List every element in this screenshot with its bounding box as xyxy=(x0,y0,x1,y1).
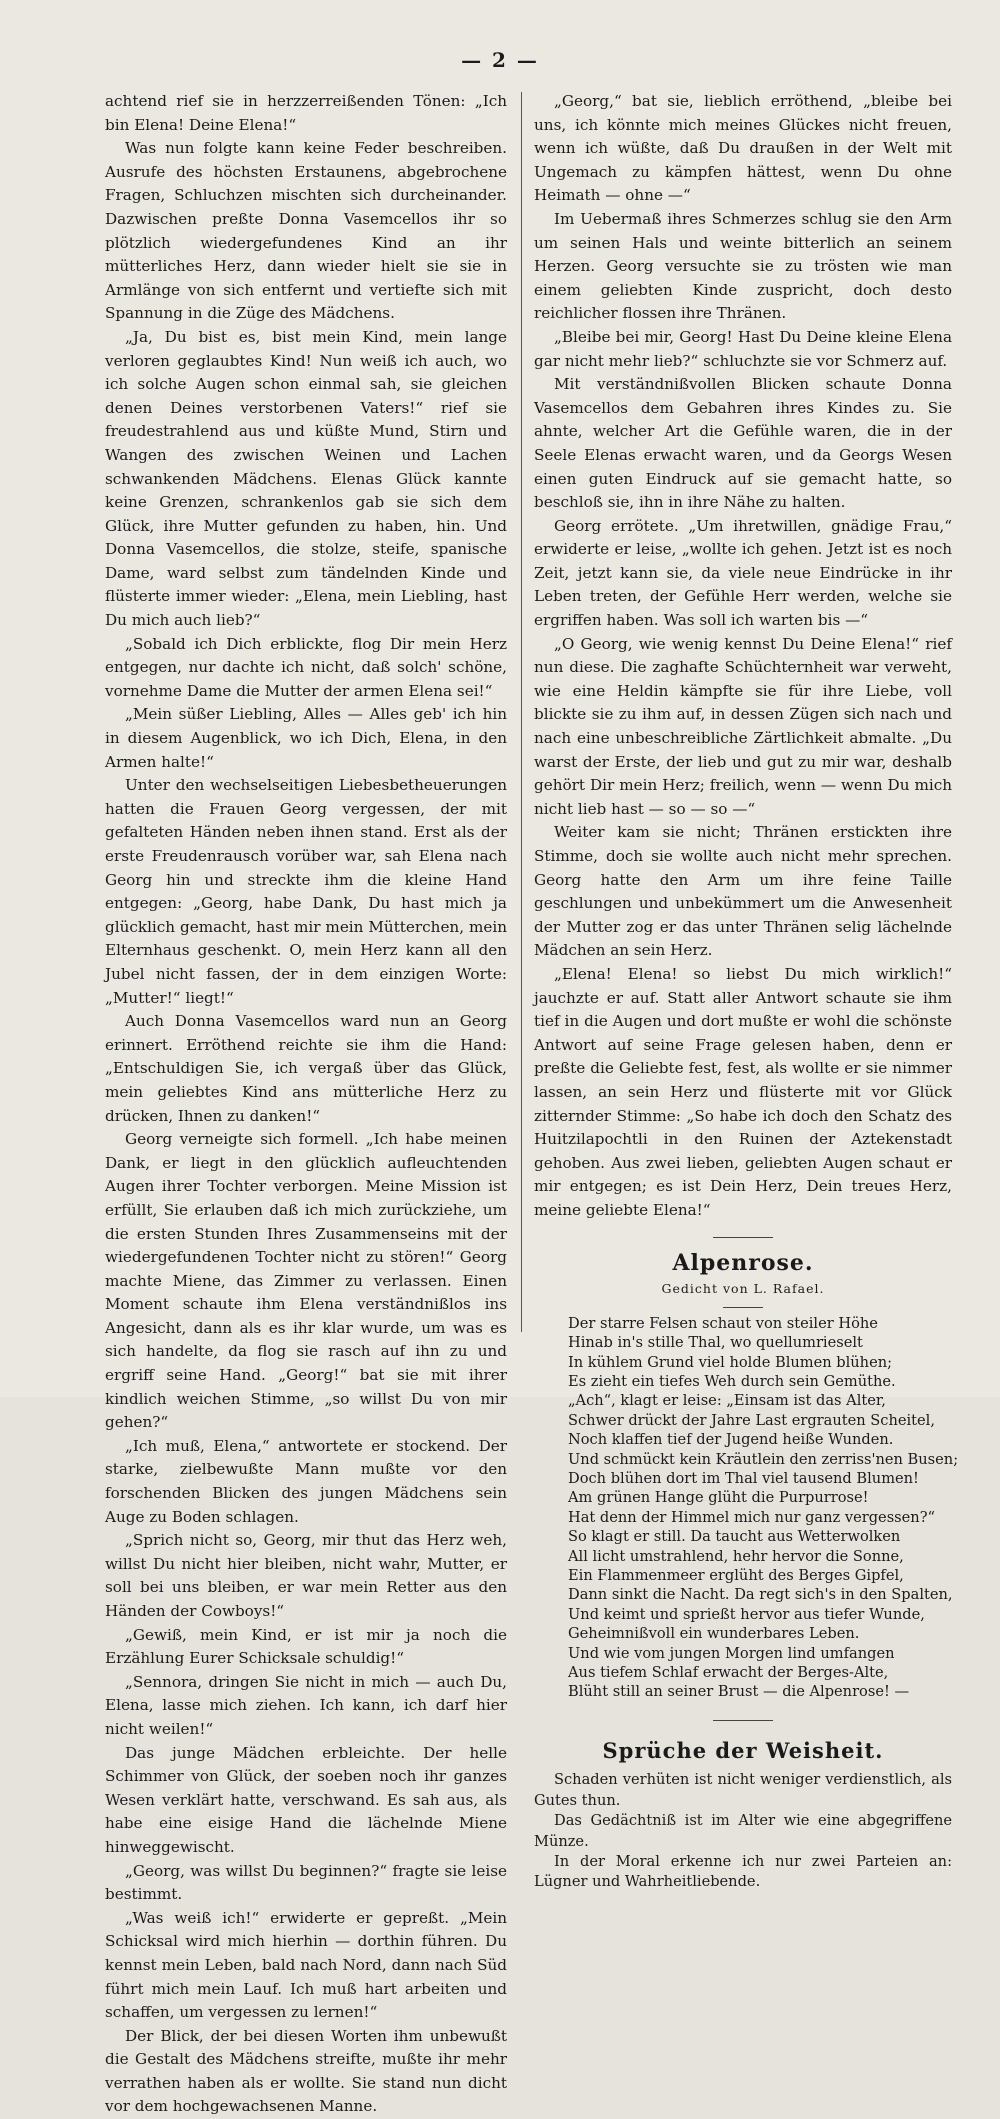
poem-line: Geheimnißvoll ein wunderbares Leben. xyxy=(568,1625,860,1643)
paragraph: „Elena! Elena! so liebst Du mich wirklich!“ jauchzte er auf. Statt aller Antwort schaute sie ihm tief in die Augen und dort mußte er wohl die schönste Antwort auf seine Frage gelesen haben, denn er preßte die Geliebte fest, fest, als wollte er sie nimmer lassen, an sein Herz und flüsterte mit vor Glück zitternder Stimme: „So habe ich doch den Schatz des Huitzilapochtli in den Ruinen der Aztekenstadt gehoben. Aus zwei lieben, geliebten Augen schaut er mir entgegen; es ist Dein Herz, Dein treues Herz, meine geliebte Elena!“ xyxy=(534,964,952,1219)
poem-line: Schwer drückt der Jahre Last ergrauten Scheitel, xyxy=(568,1411,935,1429)
wisdom-title: Sprüche der Weisheit. xyxy=(602,1737,884,1763)
poem-line: So klagt er still. Da taucht aus Wetterwolken xyxy=(568,1528,901,1546)
poem-line: „Ach“, klagt er leise: „Einsam ist das Alter, xyxy=(568,1392,886,1410)
paragraph: „O Georg, wie wenig kennst Du Deine Elena!“ rief nun diese. Die zaghafte Schüchternheit war verweht, wie eine Heldin kämpfte sie für ihre Liebe, voll blickte sie zu ihm auf, in dessen Zügen sich nach und nach eine unbeschreibliche Zärtlichkeit abmalte. „Du warst der Erste, der lieb und gut zu mir war, deshalb gehört Dir mein Herz; freilich, wenn — wenn Du mich nicht lieb hast — so — so —“ xyxy=(534,634,952,818)
saying: Schaden verhüten ist nicht weniger verdienstlich, als Gutes thun. xyxy=(534,1771,952,1809)
paragraph: Der Blick, der bei diesen Worten ihm unbewußt die Gestalt des Mädchens streifte, mußte ihr mehr verrathen haben als er wollte. Sie stand nun dicht vor dem hochgewachsenen Manne. xyxy=(105,2026,507,2116)
paragraph: Georg errötete. „Um ihretwillen, gnädige Frau,“ erwiderte er leise, „wollte ich gehen. Jetzt ist es noch Zeit, jetzt kann sie, da viele neue Eindrücke in ihr Leben treten, der Gefühle Herr werden, welche sie ergriffen haben. Was soll ich warten bis —“ xyxy=(534,516,952,630)
poem-line: All licht umstrahlend, hehr hervor die Sonne, xyxy=(568,1547,904,1565)
poem-line: Und schmückt kein Kräutlein den zerriss'nen Busen; xyxy=(568,1450,959,1468)
paragraph: Mit verständnißvollen Blicken schaute Donna Vasemcellos dem Gebahren ihres Kindes zu. Sie ahnte, welcher Art die Gefühle waren, die in der Seele Elenas erwacht waren, und da Georgs Wesen einen guten Eindruck auf sie gemacht hatte, so beschloß sie, ihn in ihre Nähe zu halten. xyxy=(534,375,952,512)
paragraph: Im Uebermaß ihres Schmerzes schlug sie den Arm um seinen Hals und weinte bitterlich an seinem Herzen. Georg versuchte sie zu trösten wie man einem geliebten Kinde zuspricht, doch desto reichlicher flossen ihre Thränen. xyxy=(534,209,952,323)
section-separator xyxy=(713,1237,773,1238)
poem-line: Blüht still an seiner Brust — die Alpenrose! — xyxy=(568,1683,910,1701)
paragraph: „Georg, was willst Du beginnen?“ fragte sie leise bestimmt. xyxy=(105,1861,507,1904)
poem-line: Am grünen Hange glüht die Purpurrose! xyxy=(568,1489,869,1507)
poem-line: Doch blühen dort im Thal viel tausend Blumen! xyxy=(568,1469,919,1487)
paragraph: achtend rief sie in herzzerreißenden Tönen: „Ich bin Elena! Deine Elena!“ xyxy=(105,92,507,134)
poem-line: Es zieht ein tiefes Weh durch sein Gemüthe. xyxy=(568,1372,896,1390)
poem-byline: Gedicht von L. Rafael. xyxy=(661,1281,825,1297)
paragraph: „Sobald ich Dich erblickte, flog Dir mein Herz entgegen, nur dachte ich nicht, daß solch' schöne, vornehme Dame die Mutter der armen Elena sei!“ xyxy=(105,634,507,700)
poem-line: Und wie vom jungen Morgen lind umfangen xyxy=(568,1644,895,1662)
page-number: — 2 — xyxy=(461,48,539,72)
paragraph: „Was weiß ich!“ erwiderte er gepreßt. „Mein Schicksal wird mich hierhin — dorthin führen. Du kennst mein Leben, bald nach Nord, dann nach Süd führt mich mein Lauf. Ich muß hart arbeiten und schaffen, um vergessen zu lernen!“ xyxy=(105,1908,507,2022)
poem-line: Ein Flammenmeer erglüht des Berges Gipfel, xyxy=(568,1566,904,1584)
paragraph: „Sennora, dringen Sie nicht in mich — auch Du, Elena, lasse mich ziehen. Ich kann, ich darf hier nicht weilen!“ xyxy=(105,1672,507,1738)
paragraph: „Ja, Du bist es, bist mein Kind, mein lange verloren geglaubtes Kind! Nun weiß ich auch, wo ich solche Augen schon einmal sah, sie gleichen denen Deines verstorbenen Vaters!“ rief sie freudestrahlend aus und küßte Mund, Stirn und Wangen des zwischen Weinen und Lachen schwankenden Mädchens. Elenas Glück kannte keine Grenzen, schrankenlos gab sie sich dem Glück, ihre Mutter gefunden zu haben, hin. Und Donna Vasemcellos, die stolze, steife, spanische Dame, ward selbst zum tändelnden Kinde und flüsterte immer wieder: „Elena, mein Liebling, hast Du mich auch lieb?“ xyxy=(105,327,507,630)
paragraph: Weiter kam sie nicht; Thränen erstickten ihre Stimme, doch sie wollte auch nicht mehr sprechen. Georg hatte den Arm um ihre feine Taille geschlungen und unbekümmert um die Anwesenheit der Mutter zog er das unter Thränen selig lächelnde Mädchen an sein Herz. xyxy=(534,823,952,960)
paragraph: „Mein süßer Liebling, Alles — Alles geb' ich hin in diesem Augenblick, wo ich Dich, Elena, in den Armen halte!“ xyxy=(105,705,507,771)
paragraph: Auch Donna Vasemcellos ward nun an Georg erinnert. Erröthend reichte sie ihm die Hand: „Entschuldigen Sie, ich vergaß über das Glück, mein geliebtes Kind ans mütterliche Herz zu drücken, Ihnen zu danken!“ xyxy=(105,1012,507,1125)
poem-line: Hinab in's stille Thal, wo quellumrieselt xyxy=(568,1334,863,1352)
section-separator xyxy=(713,1720,773,1721)
poem-line: Aus tiefem Schlaf erwacht der Berges-Alte, xyxy=(568,1664,889,1681)
paragraph: Georg verneigte sich formell. „Ich habe meinen Dank, er liegt in den glücklich aufleuchtenden Augen ihrer Tochter verborgen. Meine Mission ist erfüllt, Sie erlauben daß ich mich zurückziehe, um die ersten Stunden Ihres Zusammenseins mit der wiedergefundenen Tochter nicht zu stören!“ Georg machte Miene, das Zimmer zu verlassen. Einen Moment schaute ihm Elena verständnißlos ins Angesicht, dann als es ihr klar wurde, um was es sich handelte, da flog sie rasch auf ihn zu und ergriff seine Hand. „Georg!“ bat sie mit ihrer kindlich weichen Stimme, „so willst Du von mir gehen?“ xyxy=(105,1130,507,1432)
poem-line: Dann sinkt die Nacht. Da regt sich's in den Spalten, xyxy=(568,1586,953,1604)
saying: In der Moral erkenne ich nur zwei Parteien an: Lügner und Wahrheitliebende. xyxy=(534,1853,952,1891)
poem-line: Und keimt und sprießt hervor aus tiefer Wunde, xyxy=(568,1605,925,1623)
paragraph: Was nun folgte kann keine Feder beschreiben. Ausrufe des höchsten Erstaunens, abgebrochene Fragen, Schluchzen mischten sich durcheinander. Dazwischen preßte Donna Vasemcellos ihr so plötzlich wiedergefundenes Kind an ihr mütterliches Herz, dann wieder hielt sie sie in Armlänge von sich entfernt und vertiefte sich mit Spannung in die Züge des Mädchens. xyxy=(105,139,507,323)
paragraph: „Ich muß, Elena,“ antwortete er stockend. Der starke, zielbewußte Mann mußte vor den forschenden Blicken des jungen Mädchens sein Auge zu Boden schlagen. xyxy=(105,1436,507,1526)
wisdom-section xyxy=(534,1739,952,1893)
paragraph: Unter den wechselseitigen Liebesbetheuerungen hatten die Frauen Georg vergessen, der mit gefalteten Händen neben ihnen stand. Erst als der erste Freudenrausch vorüber war, sah Elena nach Georg hin und streckte ihm die kleine Hand entgegen: „Georg, habe Dank, Du hast mich ja glücklich gemacht, hast mir mein Mütterchen, mein Elternhaus geschenkt. O, mein Herz kann all den Jubel nicht fassen, der in dem einzigen Worte: „Mutter!“ liegt!“ xyxy=(105,776,507,1007)
saying: Das Gedächtniß ist im Alter wie eine abgegriffene Münze. xyxy=(534,1812,952,1850)
byline-separator xyxy=(723,1307,763,1308)
poem-line: Hat denn der Himmel mich nur ganz vergessen?“ xyxy=(568,1508,935,1526)
column-divider xyxy=(521,92,522,1332)
poem-line: Der starre Felsen schaut von steiler Höhe xyxy=(568,1314,878,1332)
poem-title: Alpenrose. xyxy=(672,1249,814,1276)
left-column xyxy=(105,90,507,2119)
paragraph: „Gewiß, mein Kind, er ist mir ja noch die Erzählung Eurer Schicksale schuldig!“ xyxy=(105,1625,507,1668)
paragraph: „Georg,“ bat sie, lieblich erröthend, „bleibe bei uns, ich könnte mich meines Glückes nicht freuen, wenn ich wüßte, daß Du draußen in der Welt mit Ungemach zu kämpfen hättest, wenn Du ohne Heimath — ohne —“ xyxy=(534,92,952,205)
poem-body xyxy=(534,1314,959,1702)
paragraph: „Bleibe bei mir, Georg! Hast Du Deine kleine Elena gar nicht mehr lieb?“ schluchzte sie vor Schmerz auf. xyxy=(534,327,952,370)
paragraph: Das junge Mädchen erbleichte. Der helle Schimmer von Glück, der soeben noch ihr ganzes Wesen verklärt hatte, verschwand. Es sah aus, als habe eine eisige Hand die lächelnde Miene hinweggewischt. xyxy=(105,1743,507,1856)
poem-line: In kühlem Grund viel holde Blumen blühen; xyxy=(568,1353,893,1371)
poem-line: Noch klaffen tief der Jugend heiße Wunden. xyxy=(568,1431,894,1449)
right-column xyxy=(534,90,959,1893)
paragraph: „Sprich nicht so, Georg, mir thut das Herz weh, willst Du nicht hier bleiben, nicht wahr, Mutter, er soll bei uns bleiben, er war mein Retter aus den Händen der Cowboys!“ xyxy=(105,1531,507,1620)
